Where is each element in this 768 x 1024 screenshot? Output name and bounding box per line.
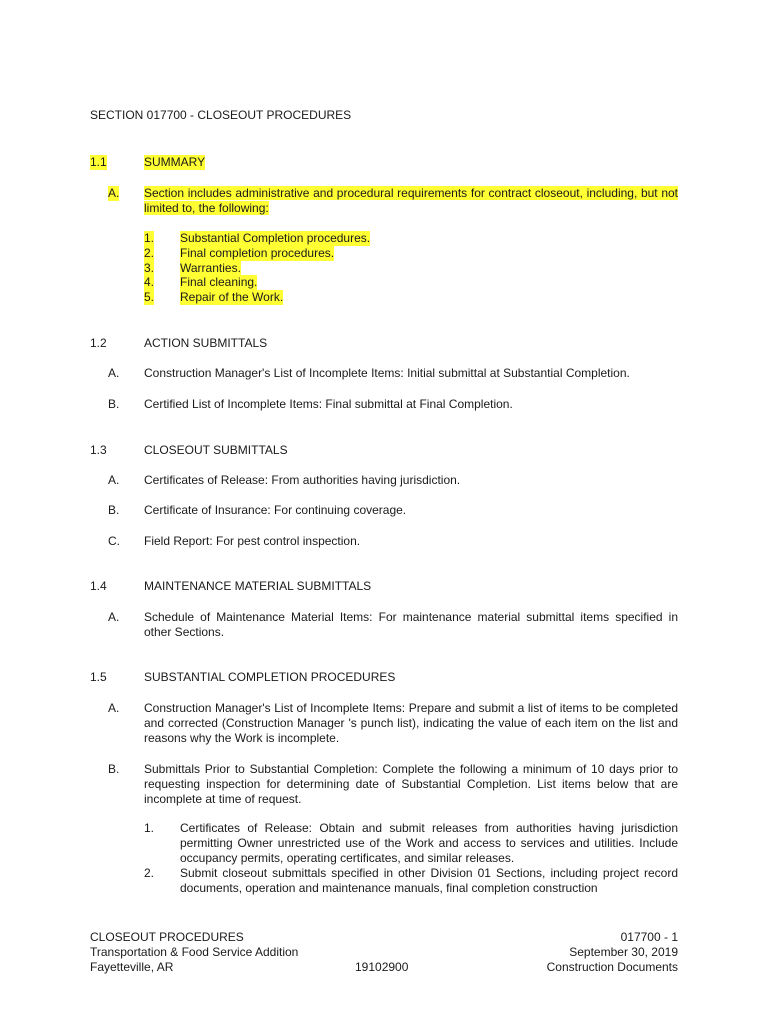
- article-1-2-title: ACTION SUBMITTALS: [144, 336, 268, 350]
- paragraph-text: Certificate of Insurance: For continuing coverage.: [144, 503, 407, 517]
- summary-item-text: Substantial Completion procedures.: [180, 231, 371, 245]
- article-1-4-title: MAINTENANCE MATERIAL SUBMITTALS: [144, 579, 372, 593]
- paragraph-text: Field Report: For pest control inspection.: [144, 534, 361, 548]
- footer-page-number: 017700 - 1: [620, 930, 678, 944]
- list-item-number: 2.: [144, 866, 155, 880]
- summary-item-number: 5.: [144, 290, 155, 304]
- paragraph-letter: B.: [108, 503, 120, 517]
- paragraph-text: Construction Manager's List of Incomplete Items: Initial submittal at Substantial Completion.: [144, 366, 630, 380]
- summary-item-text: Final cleaning.: [180, 275, 258, 289]
- footer-section-title: CLOSEOUT PROCEDURES: [90, 930, 244, 944]
- footer-project-name: Transportation & Food Service Addition: [90, 945, 299, 959]
- article-1-5-number: 1.5: [90, 670, 107, 684]
- article-1-3-title: CLOSEOUT SUBMITTALS: [144, 443, 288, 457]
- list-item-text: Submit closeout submittals specified in other Division 01 Sections, including project record documents, operation and maintenance manuals, final completion construction: [180, 866, 678, 895]
- article-1-2-number: 1.2: [90, 336, 107, 350]
- footer-document-type: Construction Documents: [546, 960, 678, 974]
- paragraph-text: Construction Manager's List of Incomplete Items: Prepare and submit a list of items to be completed and corrected (Construction Manager 's punch list), indicating the value of each item on the list and reasons why the Work is incomplete.: [144, 701, 678, 745]
- article-1-1-title: SUMMARY: [144, 155, 206, 169]
- paragraph-letter: B.: [108, 397, 120, 411]
- summary-item-number: 3.: [144, 261, 155, 275]
- summary-item-number: 1.: [144, 231, 155, 245]
- article-1-1-number: 1.1: [90, 155, 107, 169]
- footer-location: Fayetteville, AR: [90, 960, 174, 974]
- article-1-1-para-a-text: Section includes administrative and procedural requirements for contract closeout, including, but not limited to, the following:: [144, 186, 678, 215]
- paragraph-letter: C.: [108, 534, 120, 548]
- summary-item-text: Final completion procedures.: [180, 246, 335, 260]
- paragraph-letter: B.: [108, 762, 120, 776]
- paragraph-text: Certified List of Incomplete Items: Final submittal at Final Completion.: [144, 397, 513, 411]
- paragraph-text: Certificates of Release: From authorities having jurisdiction.: [144, 473, 461, 487]
- paragraph-text: Schedule of Maintenance Material Items: For maintenance material submittal items specified in other Sections.: [144, 610, 678, 639]
- article-1-5-title: SUBSTANTIAL COMPLETION PROCEDURES: [144, 670, 396, 684]
- summary-item-number: 2.: [144, 246, 155, 260]
- paragraph-letter: A.: [108, 366, 120, 380]
- article-1-3-number: 1.3: [90, 443, 107, 457]
- article-1-1-para-a-letter: A.: [108, 186, 120, 200]
- list-item-text: Certificates of Release: Obtain and submit releases from authorities having jurisdiction permitting Owner unrestricted use of the Work and access to services and utilities. Include occupancy permits, operating certificates, and similar releases.: [180, 821, 678, 865]
- summary-item-text: Warranties.: [180, 261, 241, 275]
- paragraph-letter: A.: [108, 610, 120, 624]
- paragraph-text: Submittals Prior to Substantial Completion: Complete the following a minimum of 10 days prior to requesting inspection for determining date of Substantial Completion. List items below that are incomplete at time of request.: [144, 762, 678, 806]
- paragraph-letter: A.: [108, 701, 120, 715]
- section-title: SECTION 017700 - CLOSEOUT PROCEDURES: [90, 108, 352, 122]
- footer-project-number: 19102900: [355, 960, 409, 974]
- article-1-4-number: 1.4: [90, 579, 107, 593]
- footer-date: September 30, 2019: [569, 945, 678, 959]
- paragraph-letter: A.: [108, 473, 120, 487]
- summary-item-text: Repair of the Work.: [180, 290, 284, 304]
- summary-item-number: 4.: [144, 275, 155, 289]
- list-item-number: 1.: [144, 821, 155, 835]
